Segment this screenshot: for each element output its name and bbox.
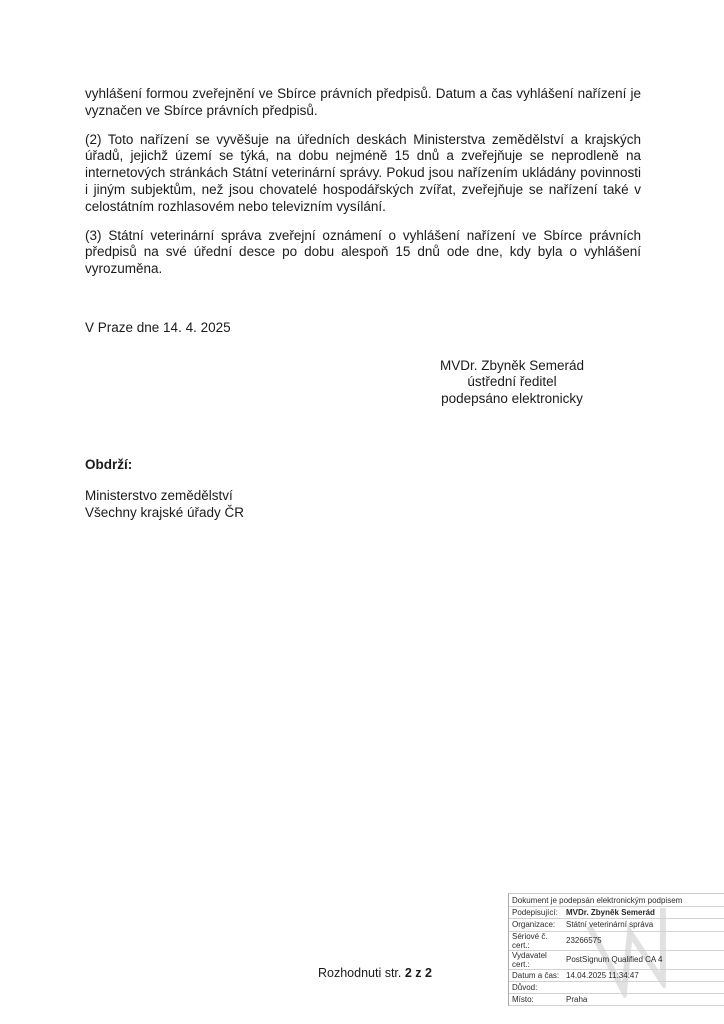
signature-block <box>401 358 623 407</box>
stamp-label: Místo: <box>512 995 534 1005</box>
stamp-row-place <box>509 994 724 1006</box>
footer-prefix: Rozhodnuti str. <box>318 966 405 980</box>
recipients-section <box>85 456 244 521</box>
stamp-value: 14.04.2025 11:34:47 <box>566 970 639 980</box>
signer-name: MVDr. Zbyněk Semerád <box>439 358 585 373</box>
stamp-row-reason <box>509 982 724 994</box>
recipient-item: Všechny krajské úřady ČR <box>85 505 245 520</box>
stamp-label: Důvod: <box>512 983 538 993</box>
stamp-label: Vydavatel cert.: <box>512 950 547 969</box>
stamp-label: Datum a čas: <box>512 970 560 980</box>
paragraph-1: vyhlášení formou zveřejnění ve Sbírce právních předpisů. Datum a čas vyhlášení nařízení je vyznačen ve Sbírce právních předpisů. <box>85 86 641 118</box>
stamp-header: Dokument je podepsán elektronickým podpisem <box>509 894 724 907</box>
footer-page-number: 2 z 2 <box>404 966 432 980</box>
digital-signature-stamp <box>508 893 724 1006</box>
stamp-row-cert-issuer <box>509 951 724 970</box>
stamp-row-cert-serial <box>509 932 724 951</box>
paragraph-3: (3) Státní veterinární správa zveřejní oznámení o vyhlášení nařízení ve Sbírce právních předpisů na své úřední desce po dobu alespoň 15 dnů ode dne, kdy byla o vyhlášení vyrozuměna. <box>85 227 641 277</box>
stamp-value: PostSignum Qualified CA 4 <box>566 955 663 965</box>
stamp-value: Státní veterinární správa <box>566 920 654 930</box>
stamp-value: Praha <box>566 995 588 1005</box>
dateline: V Praze dne 14. 4. 2025 <box>85 320 231 335</box>
recipient-item: Ministerstvo zemědělství <box>85 488 233 503</box>
stamp-label: Sériové č. cert.: <box>512 931 548 950</box>
body-text <box>85 86 641 290</box>
recipients-heading: Obdrží: <box>85 457 133 472</box>
signer-title: ústřední ředitel <box>467 374 557 390</box>
stamp-row-organization <box>509 919 724 931</box>
stamp-value: 23266575 <box>566 936 602 946</box>
stamp-value: MVDr. Zbyněk Semerád <box>566 908 655 918</box>
signature-method: podepsáno elektronicky <box>441 390 583 406</box>
stamp-label: Organizace: <box>512 920 556 930</box>
page-footer <box>318 966 432 980</box>
stamp-row-datetime <box>509 970 724 982</box>
stamp-row-signer <box>509 907 724 919</box>
paragraph-2: (2) Toto nařízení se vyvěšuje na úředních deskách Ministerstva zemědělství a krajských úřadů, jejichž území se týká, na dobu nejméně 15 dnů a zveřejňuje se neprodleně na internetových stránkách Státní veterinární správy. Pokud jsou nařízením ukládány povinnosti i jiným subjektům, než jsou chovatelé hospodářských zvířat, zveřejňuje se nařízení také v celostátním rozhlasovém nebo televizním vysílání. <box>85 131 641 214</box>
stamp-label: Podepisující: <box>512 908 558 918</box>
